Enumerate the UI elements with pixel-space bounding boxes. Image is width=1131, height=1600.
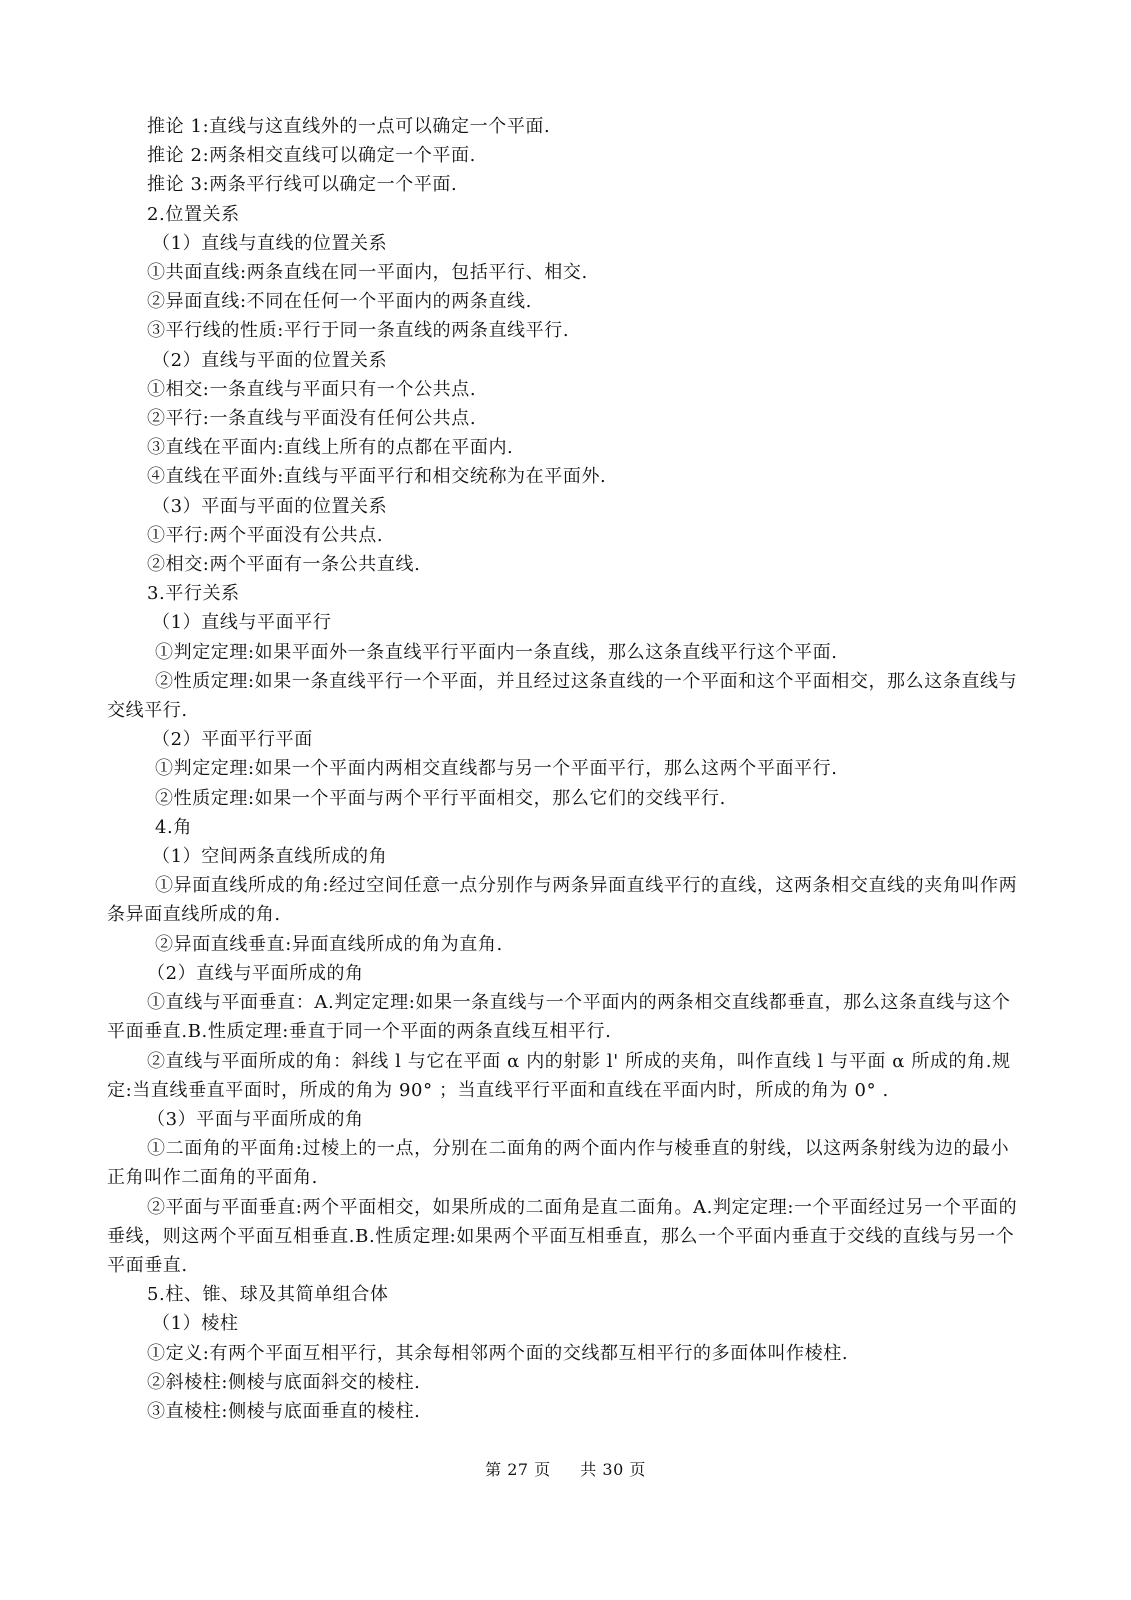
page-total: 共 30 页 [580, 1460, 646, 1479]
corollary-3: 推论 3:两条平行线可以确定一个平面. [147, 174, 458, 196]
text-paragraph: ②平面与平面垂直:两个平面相交，如果所成的二面角是直二面角。A.判定定理:一个平面经过另一个平面的垂线，则这两个平面互相垂直.B.性质定理:如果两个平面互相垂直，那么一个平面内垂直于交线的直线与另一个平面垂直. [107, 1196, 1018, 1276]
subheading: （3）平面与平面所成的角 [147, 1108, 364, 1130]
text-line: ②性质定理:如果一个平面与两个平行平面相交，那么它们的交线平行. [155, 787, 726, 809]
text-line: ①相交:一条直线与平面只有一个公共点. [147, 378, 477, 400]
text-line: ②斜棱柱:侧棱与底面斜交的棱柱. [147, 1371, 421, 1393]
page-content [107, 112, 1027, 1426]
section-heading-2: 2.位置关系 [147, 203, 240, 225]
subheading: （2）直线与平面所成的角 [147, 962, 364, 984]
text-line: ③直线在平面内:直线上所有的点都在平面内. [147, 437, 514, 459]
section-heading-3: 3.平行关系 [147, 583, 240, 605]
text-paragraph: ②直线与平面所成的角：斜线 l 与它在平面 α 内的射影 l' 所成的夹角，叫作直线 l 与平面 α 所成的角.规定:当直线垂直平面时，所成的角为 90° ；当直线平行平面和直线在平面内时，所成的角为 0° . [107, 1050, 1011, 1101]
text-line: ②异面直线:不同在任何一个平面内的两条直线. [147, 291, 532, 313]
text-paragraph: ①直线与平面垂直：A.判定定理:如果一条直线与一个平面内的两条相交直线都垂直，那么这条直线与这个平面垂直.B.性质定理:垂直于同一个平面的两条直线互相平行. [107, 992, 1011, 1043]
text-line: ④直线在平面外:直线与平面平行和相交统称为在平面外. [147, 466, 607, 488]
subheading: （2）直线与平面的位置关系 [152, 349, 388, 371]
text-line: ①判定定理:如果一个平面内两相交直线都与另一个平面平行，那么这两个平面平行. [155, 758, 838, 780]
text-line: ①定义:有两个平面互相平行，其余每相邻两个面的交线都互相平行的多面体叫作棱柱. [147, 1342, 849, 1364]
corollary-2: 推论 2:两条相交直线可以确定一个平面. [147, 145, 476, 167]
subheading: （3）平面与平面的位置关系 [152, 495, 388, 517]
text-line: ③直棱柱:侧棱与底面垂直的棱柱. [147, 1400, 421, 1422]
subheading: （1）直线与平面平行 [152, 612, 332, 634]
text-paragraph: ②性质定理:如果一条直线平行一个平面，并且经过这条直线的一个平面和这个平面相交，那么这条直线与交线平行. [107, 670, 1018, 722]
page-number: 第 27 页 [485, 1460, 551, 1479]
text-line: ②相交:两个平面有一条公共直线. [147, 554, 421, 576]
subheading: （1）棱柱 [152, 1313, 239, 1335]
text-paragraph: ①二面角的平面角:过棱上的一点，分别在二面角的两个面内作与棱垂直的射线，以这两条射线为边的最小正角叫作二面角的平面角. [107, 1138, 1010, 1189]
text-line: ①判定定理:如果平面外一条直线平行平面内一条直线，那么这条直线平行这个平面. [155, 641, 838, 663]
text-line: ②异面直线垂直:异面直线所成的角为直角. [155, 933, 503, 955]
text-line: ③平行线的性质:平行于同一条直线的两条直线平行. [147, 320, 570, 342]
section-heading-5: 5.柱、锥、球及其简单组合体 [147, 1284, 389, 1306]
text-paragraph: ①异面直线所成的角:经过空间任意一点分别作与两条异面直线平行的直线，这两条相交直线的夹角叫作两条异面直线所成的角. [107, 875, 1018, 926]
subheading: （2）平面平行平面 [152, 729, 313, 751]
section-heading-4: 4.角 [155, 816, 192, 838]
text-line: ②平行:一条直线与平面没有任何公共点. [147, 408, 477, 430]
text-line: ①平行:两个平面没有公共点. [147, 524, 384, 546]
page-footer [0, 1457, 1131, 1480]
corollary-1: 推论 1:直线与这直线外的一点可以确定一个平面. [147, 116, 551, 137]
subheading: （1）直线与直线的位置关系 [152, 232, 388, 254]
text-line: ①共面直线:两条直线在同一平面内，包括平行、相交. [147, 262, 588, 284]
subheading: （1）空间两条直线所成的角 [152, 846, 388, 868]
